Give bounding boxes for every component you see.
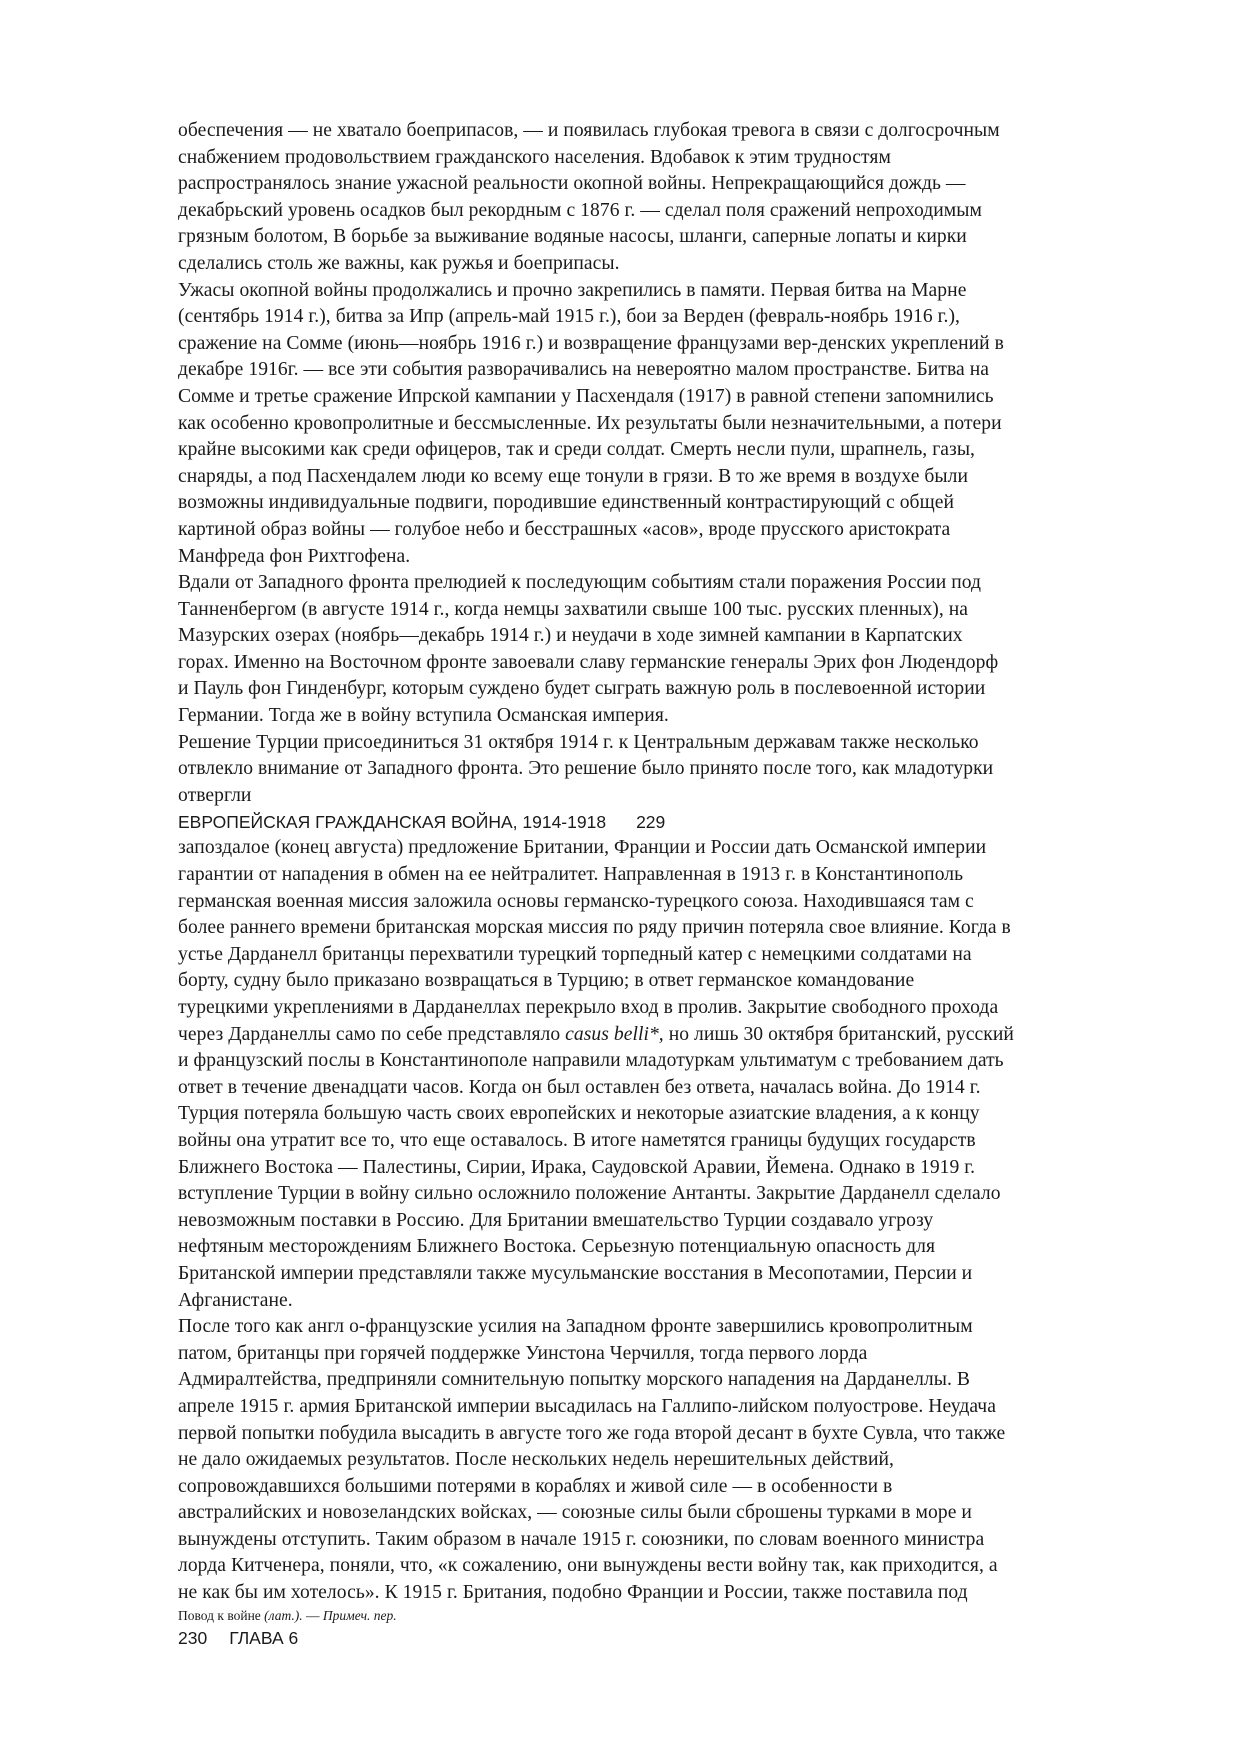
text-line: После того как англ о-французские усилия на Западном фронте завершились кровопролитным [178, 1316, 973, 1338]
text-line-casus-belli [178, 1022, 1158, 1049]
text-line: Ужасы окопной войны продолжались и прочно закрепились в памяти. Первая битва на Марне [178, 279, 967, 301]
text-line: войны она утратит все то, что еще оставалось. В итоге наметятся границы будущих государств [178, 1129, 976, 1151]
text-line: горах. Именно на Восточном фронте завоевали славу германские генералы Эрих фон Людендорф [178, 651, 999, 673]
text-line: Британской империи представляли также мусульманские восстания в Месопотамии, Персии и [178, 1262, 973, 1284]
text-line: Танненбергом (в августе 1914 г., когда немцы захватили свыше 100 тыс. русских пленных), на [178, 598, 969, 620]
text-line: Ближнего Востока — Палестины, Сирии, Ирака, Саудовской Аравии, Йемена. Однако в 1919 г. [178, 1156, 976, 1178]
text-line: Германии. Тогда же в войну вступила Османская империя. [178, 705, 669, 727]
text-fragment: но лишь 30 октября британский, русский [663, 1023, 1014, 1045]
text-line: сопровождавшихся большими потерями в кораблях и живой силе — в особенности в [178, 1475, 893, 1497]
text-line: декабре 1916г. — все эти события разворачивались на невероятно малом пространстве. Битва на [178, 359, 989, 381]
text-line: более раннего времени британская морская миссия по ряду причин потеряла свое влияние. Когда в [178, 917, 1011, 939]
footnote-translator-note: Примеч. пер. [322, 1607, 397, 1623]
paragraph-ottoman-entry [178, 835, 1158, 1314]
text-line: грязным болотом, В борьбе за выживание водяные насосы, шланги, саперные лопаты и кирки [178, 226, 967, 248]
text-line: отвлекло внимание от Западного фронта. Это решение было принято после того, как младотурки [178, 758, 994, 780]
text-line: вступление Турции в войну сильно осложнило положение Антанты. Закрытие Дарданелл сделало [178, 1183, 1001, 1205]
text-line: первой попытки побудила высадить в августе того же года второй десант в бухте Сувла, что также [178, 1422, 1006, 1444]
text-line: германская военная миссия заложила основы германско-турецкого союза. Находившаяся там с [178, 890, 974, 912]
text-line: невозможным поставки в Россию. Для Британии вмешательство Турции создавало угрозу [178, 1209, 934, 1231]
text-line: как особенно кровопролитные и бессмысленные. Их результаты были незначительными, а потери [178, 412, 1002, 434]
text-line: Решение Турции присоединиться 31 октября 1914 г. к Центральным державам также несколько [178, 731, 979, 753]
text-fragment: через Дарданеллы само по себе представляло [178, 1023, 566, 1045]
text-line: Манфреда фон Рихтгофена. [178, 545, 411, 567]
paragraph-eastern-front [178, 570, 1158, 730]
text-line: гарантии от нападения в обмен на ее нейтралитет. Направленная в 1913 г. в Константинополь [178, 864, 964, 886]
text-line: вынуждены отступить. Таким образом в начале 1915 г. союзники, по словам военного министра [178, 1528, 985, 1550]
paragraph-gallipoli [178, 1314, 1158, 1607]
paragraph-turkey-decision [178, 730, 1158, 810]
text-line: обеспечения — не хватало боеприпасов, — и появилась глубокая тревога в связи с долгосрочным [178, 120, 1000, 141]
text-line: Турция потеряла большую часть своих европейских и некоторые азиатские владения, а к концу [178, 1103, 980, 1125]
text-line: возможны индивидуальные подвиги, породившие единственный контрастирующий с общей [178, 492, 954, 514]
paragraph-supply [178, 118, 1158, 278]
text-line: (сентябрь 1914 г.), битва за Ипр (апрель-май 1915 г.), бои за Верден (февраль-ноябрь 1916 г.), [178, 306, 960, 328]
footnote-language: (лат.). [264, 1607, 303, 1623]
text-line: сражение на Сомме (июнь—ноябрь 1916 г.) и возвращение французами вер-денских укреплений в [178, 332, 1004, 354]
text-line: снабжением продовольствием гражданского населения. Вдобавок к этим трудностям [178, 146, 891, 168]
text-line: патом, британцы при горячей поддержке Уинстона Черчилля, тогда первого лорда [178, 1342, 868, 1364]
text-line: распространялось знание ужасной реальности окопной войны. Непрекращающийся дождь — [178, 173, 966, 195]
text-line: не дало ожидаемых результатов. После нескольких недель нерешительных действий, [178, 1449, 894, 1471]
text-line: сделались столь же важны, как ружья и боеприпасы. [178, 252, 620, 274]
text-line: турецкими укреплениями в Дарданеллах перекрыло вход в пролив. Закрытие свободного прохода [178, 997, 999, 1018]
text-line: декабрьский уровень осадков был рекордным с 1876 г. — сделал поля сражений непроходимым [178, 199, 982, 221]
footer-page-number: 230 [178, 1627, 208, 1648]
text-line: Сомме и третье сражение Ипрской кампании у Пасхендаля (1917) в равной степени запомнились [178, 385, 994, 407]
text-line: Афганистане. [178, 1289, 293, 1311]
paragraph-trench-horrors [178, 278, 1158, 571]
casus-belli-footnote-ref: casus belli*, [565, 1023, 664, 1045]
text-line: ответ в течение двенадцати часов. Когда он был оставлен без ответа, началась война. До 1914 г. [178, 1076, 981, 1098]
text-line: апреле 1915 г. армия Британской империи высадилась на Галлипо-лийском полуострове. Неудача [178, 1395, 996, 1417]
footnote-dash: — [302, 1607, 323, 1623]
text-line: Вдали от Западного фронта прелюдией к последующим событиям стали поражения России под [178, 572, 982, 594]
text-line: снаряды, а под Пасхендалем люди ко всему еще тонули в грязи. В то же время в воздухе были [178, 465, 968, 487]
text-line: и французский послы в Константинополе направили младотуркам ультиматум с требованием дать [178, 1050, 1004, 1072]
text-line: лорда Китченера, поняли, что, «к сожалению, они вынуждены вести войну так, как приходится, а [178, 1555, 998, 1577]
running-head [178, 809, 1158, 835]
text-line: Мазурских озерах (ноябрь—декабрь 1914 г.) и неудачи в ходе зимней кампании в Карпатских [178, 625, 963, 647]
text-line: запоздалое (конец августа) предложение Британии, Франции и России дать Османской империи [178, 837, 987, 859]
text-line: крайне высокими как среди офицеров, так и среди солдат. Смерть несли пули, шрапнель, газы, [178, 439, 975, 461]
book-page [178, 118, 1158, 1651]
text-line: не как бы им хотелось». К 1915 г. Британия, подобно Франции и России, также поставила под [178, 1582, 968, 1604]
text-line: отвергли [178, 784, 252, 806]
text-line: Адмиралтейства, предприняли сомнительную попытку морского нападения на Дарданеллы. В [178, 1369, 970, 1391]
page-footer [178, 1625, 1158, 1651]
running-head-title: ЕВРОПЕЙСКАЯ ГРАЖДАНСКАЯ ВОЙНА, 1914-1918 [178, 812, 607, 833]
running-head-page-number: 229 [636, 812, 666, 833]
text-line: австралийских и новозеландских войсках, — союзные силы были сброшены турками в море и [178, 1502, 972, 1524]
footer-chapter: ГЛАВА 6 [229, 1627, 299, 1648]
text-line: нефтяным месторождениям Ближнего Востока. Серьезную потенциальную опасность для [178, 1236, 936, 1258]
text-line: и Пауль фон Гинденбург, которым суждено будет сыграть важную роль в послевоенной истории [178, 678, 986, 700]
text-line: борту, судну было приказано возвращаться в Турцию; в ответ германское командование [178, 970, 915, 992]
footnote-text: Повод к войне [178, 1607, 265, 1623]
footnote [178, 1607, 1158, 1625]
text-line: устье Дарданелл британцы перехватили турецкий торпедный катер с немецкими солдатами на [178, 943, 972, 965]
text-line: картиной образ войны — голубое небо и бесстрашных «асов», вроде прусского аристократа [178, 518, 951, 540]
